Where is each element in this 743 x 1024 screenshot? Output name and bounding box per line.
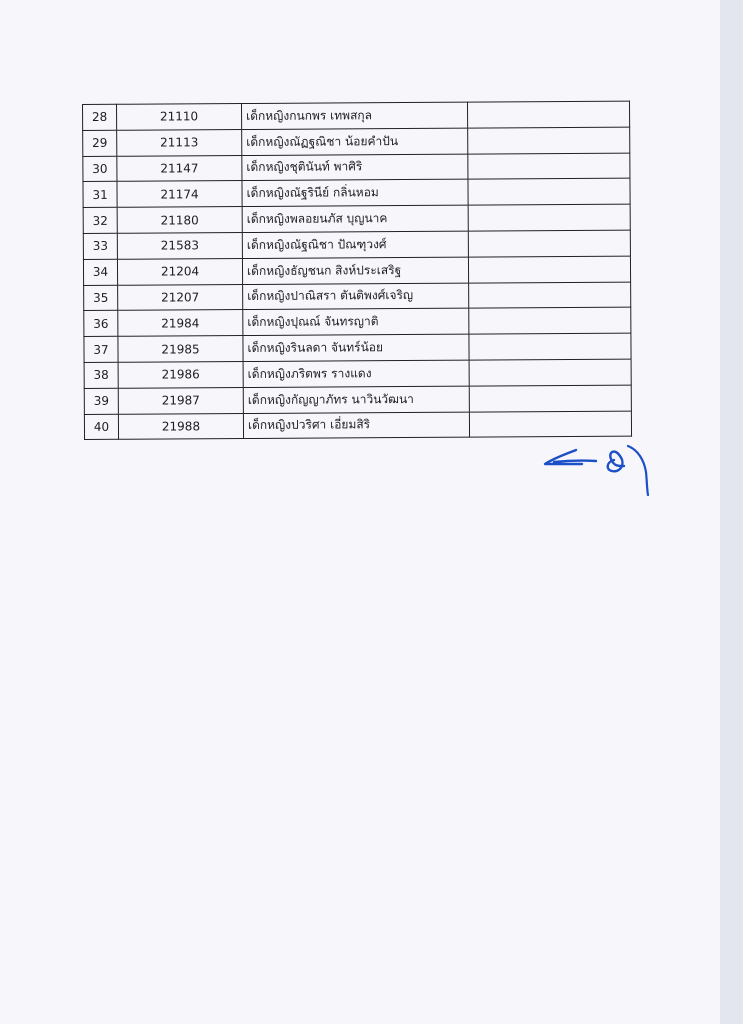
row-number: 34: [83, 259, 117, 285]
signature-stroke: [628, 446, 648, 495]
note-cell: [469, 385, 631, 412]
student-name: เด็กหญิงกัญญาภัทร นาวินวัฒนา: [243, 386, 469, 413]
student-id: 21113: [117, 129, 242, 156]
student-id: 21985: [118, 336, 243, 363]
student-name: เด็กหญิงปวริศา เอี่ยมสิริ: [243, 412, 469, 439]
note-cell: [469, 411, 631, 438]
note-cell: [468, 153, 630, 180]
student-id: 21986: [118, 361, 243, 388]
student-name: เด็กหญิงรินลดา จันทร์น้อย: [243, 334, 469, 361]
row-number: 32: [83, 207, 117, 233]
student-name: เด็กหญิงภริตพร รางแดง: [243, 360, 469, 387]
row-number: 39: [84, 388, 118, 414]
row-number: 28: [83, 104, 117, 130]
student-name: เด็กหญิงพลอยนภัส บุญนาค: [242, 205, 468, 232]
roster-row: [84, 359, 631, 388]
student-name: เด็กหญิงปาณิสรา ตันติพงศ์เจริญ: [243, 283, 469, 310]
note-cell: [468, 204, 630, 231]
student-id: 21110: [117, 104, 242, 131]
roster-row: [84, 282, 631, 311]
roster-row: [84, 385, 631, 414]
row-number: 38: [84, 362, 118, 388]
roster-row: [84, 333, 631, 362]
student-id: 21987: [118, 387, 243, 414]
row-number: 35: [84, 285, 118, 311]
row-number: 36: [84, 311, 118, 337]
student-name: เด็กหญิงชุตินันท์ พาศิริ: [242, 154, 468, 181]
student-id: 21988: [118, 413, 243, 440]
note-cell: [469, 308, 631, 335]
roster-row: [83, 153, 630, 182]
student-name: เด็กหญิงธัญชนก สิงห์ประเสริฐ: [242, 257, 468, 284]
note-cell: [468, 179, 630, 206]
note-cell: [468, 230, 630, 257]
student-id: 21147: [117, 155, 242, 182]
roster-body: [83, 101, 632, 440]
row-number: 40: [84, 414, 118, 440]
student-id: 21204: [117, 258, 242, 285]
roster-row: [83, 127, 630, 156]
roster-row: [83, 204, 630, 233]
student-id: 21984: [118, 310, 243, 337]
student-name: เด็กหญิงกนกพร เทพสกุล: [242, 102, 468, 129]
student-name: เด็กหญิงณัฐรินีย์ กลิ่นหอม: [242, 180, 468, 207]
roster-row: [83, 256, 630, 285]
row-number: 31: [83, 182, 117, 208]
note-cell: [469, 282, 631, 309]
student-name: เด็กหญิงณัฐณิชา ปัณฑุวงศ์: [242, 231, 468, 258]
note-cell: [469, 333, 631, 360]
student-id: 21180: [117, 207, 242, 234]
row-number: 29: [83, 130, 117, 156]
roster-row: [83, 101, 630, 130]
row-number: 33: [83, 233, 117, 259]
roster-row: [83, 230, 630, 259]
roster-row: [84, 411, 631, 440]
student-id: 21174: [117, 181, 242, 208]
student-id: 21207: [118, 284, 243, 311]
signature-mark: [540, 440, 655, 500]
student-id: 21583: [117, 233, 242, 260]
row-number: 37: [84, 336, 118, 362]
signature-stroke: [545, 450, 596, 464]
row-number: 30: [83, 156, 117, 182]
roster-row: [84, 308, 631, 337]
student-roster-table: [82, 101, 632, 441]
signature-stroke: [608, 452, 624, 472]
note-cell: [468, 256, 630, 283]
note-cell: [467, 101, 629, 128]
roster-row: [83, 179, 630, 208]
note-cell: [468, 127, 630, 154]
note-cell: [469, 359, 631, 386]
scanner-bed-edge: [720, 0, 743, 1024]
student-name: เด็กหญิงปุณณ์ จันทรญาติ: [243, 309, 469, 336]
student-name: เด็กหญิงณัฏฐณิชา น้อยคำปัน: [242, 128, 468, 155]
